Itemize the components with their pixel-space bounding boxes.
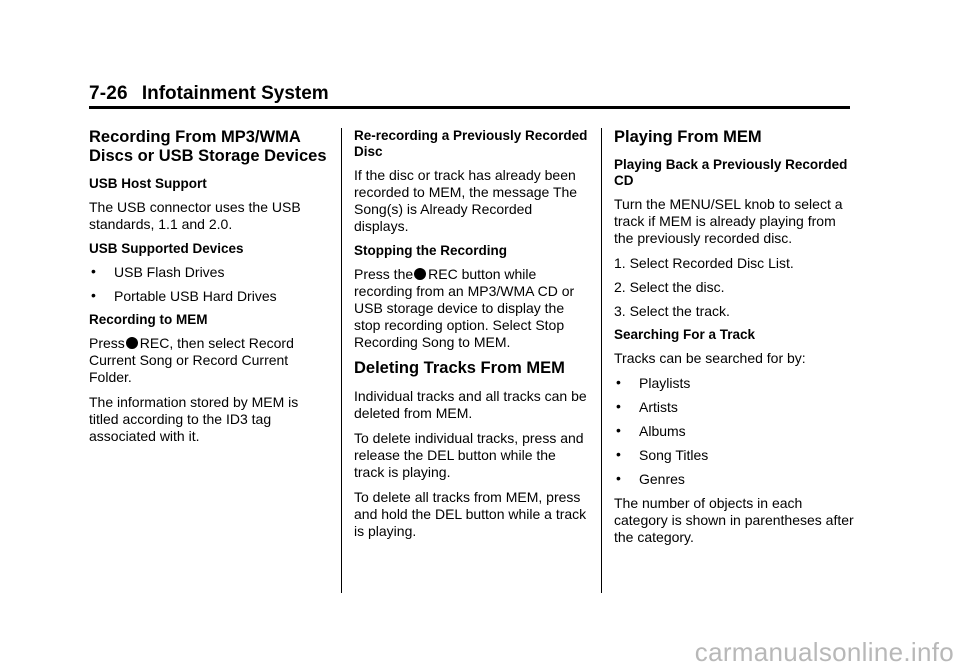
record-button-icon xyxy=(126,337,138,349)
search-text: Tracks can be searched for by: xyxy=(614,350,806,366)
list-item: • Playlists xyxy=(614,375,854,392)
id3-text: The information stored by MEM is titled according to the ID3 tag associated with it. xyxy=(89,394,299,444)
search-items-list xyxy=(614,375,854,488)
list-item: • Genres xyxy=(614,471,854,488)
column-left xyxy=(89,128,329,453)
rec-mem-text xyxy=(89,335,329,386)
count-text: The number of objects in each category is shown in parentheses after the category. xyxy=(614,495,854,545)
list-item: 2. Select the disc. xyxy=(614,279,725,295)
column-middle xyxy=(354,128,590,548)
page-header xyxy=(89,83,850,109)
delete-text-3: To delete all tracks from MEM, press and hold the DEL button while a track is playing. xyxy=(354,489,587,539)
page-number: 7-26 xyxy=(89,83,128,104)
stop-press: Press the xyxy=(354,266,414,282)
column-divider-right xyxy=(601,128,602,593)
usb-host-text: The USB connector uses the USB standards, 1.1 and 2.0. xyxy=(89,199,301,232)
list-item: • Artists xyxy=(614,399,854,416)
rec-mem-rest: REC, then select Record Current Song or Record Current Folder. xyxy=(89,335,294,385)
rec-mem-title: Recording to MEM xyxy=(89,312,208,327)
record-button-icon xyxy=(414,268,426,280)
watermark: carmanualsonline.info xyxy=(694,637,954,667)
search-title: Searching For a Track xyxy=(614,327,756,342)
list-item: 3. Select the track. xyxy=(614,303,730,319)
steps-list xyxy=(614,255,854,320)
stop-text xyxy=(354,266,590,351)
column-right xyxy=(614,128,854,554)
list-item: • Portable USB Hard Drives xyxy=(89,288,329,305)
rerecord-text: If the disc or track has already been recorded to MEM, the message The Song(s) is Already Recorded displays. xyxy=(354,167,578,234)
list-item: • USB Flash Drives xyxy=(89,264,329,281)
stop-rest: REC button while recording from an MP3/WMA CD or USB storage device to display the stop recording option. Select Stop Recording Song to MEM. xyxy=(354,266,575,350)
rec-mem-press: Press xyxy=(89,335,125,351)
rerecord-title: Re-recording a Previously Recorded Disc xyxy=(354,128,588,159)
stop-title: Stopping the Recording xyxy=(354,243,507,258)
list-item: 1. Select Recorded Disc List. xyxy=(614,255,794,271)
recording-heading: Recording From MP3/WMA Discs or USB Storage Devices xyxy=(89,128,327,165)
usb-devices-list xyxy=(89,264,329,305)
delete-text-1: Individual tracks and all tracks can be deleted from MEM. xyxy=(354,388,587,421)
list-item: • Song Titles xyxy=(614,447,854,464)
usb-devices-title: USB Supported Devices xyxy=(89,241,244,256)
playing-heading: Playing From MEM xyxy=(614,128,762,146)
playback-title: Playing Back a Previously Recorded CD xyxy=(614,157,848,188)
playback-text: Turn the MENU/SEL knob to select a track if MEM is already playing from the previously recorded disc. xyxy=(614,196,843,246)
section-title: Infotainment System xyxy=(141,83,329,104)
list-item: • Albums xyxy=(614,423,854,440)
delete-text-2: To delete individual tracks, press and release the DEL button while the track is playing. xyxy=(354,430,584,480)
delete-heading: Deleting Tracks From MEM xyxy=(354,359,565,377)
column-divider-left xyxy=(341,128,342,593)
usb-host-title: USB Host Support xyxy=(89,176,207,191)
